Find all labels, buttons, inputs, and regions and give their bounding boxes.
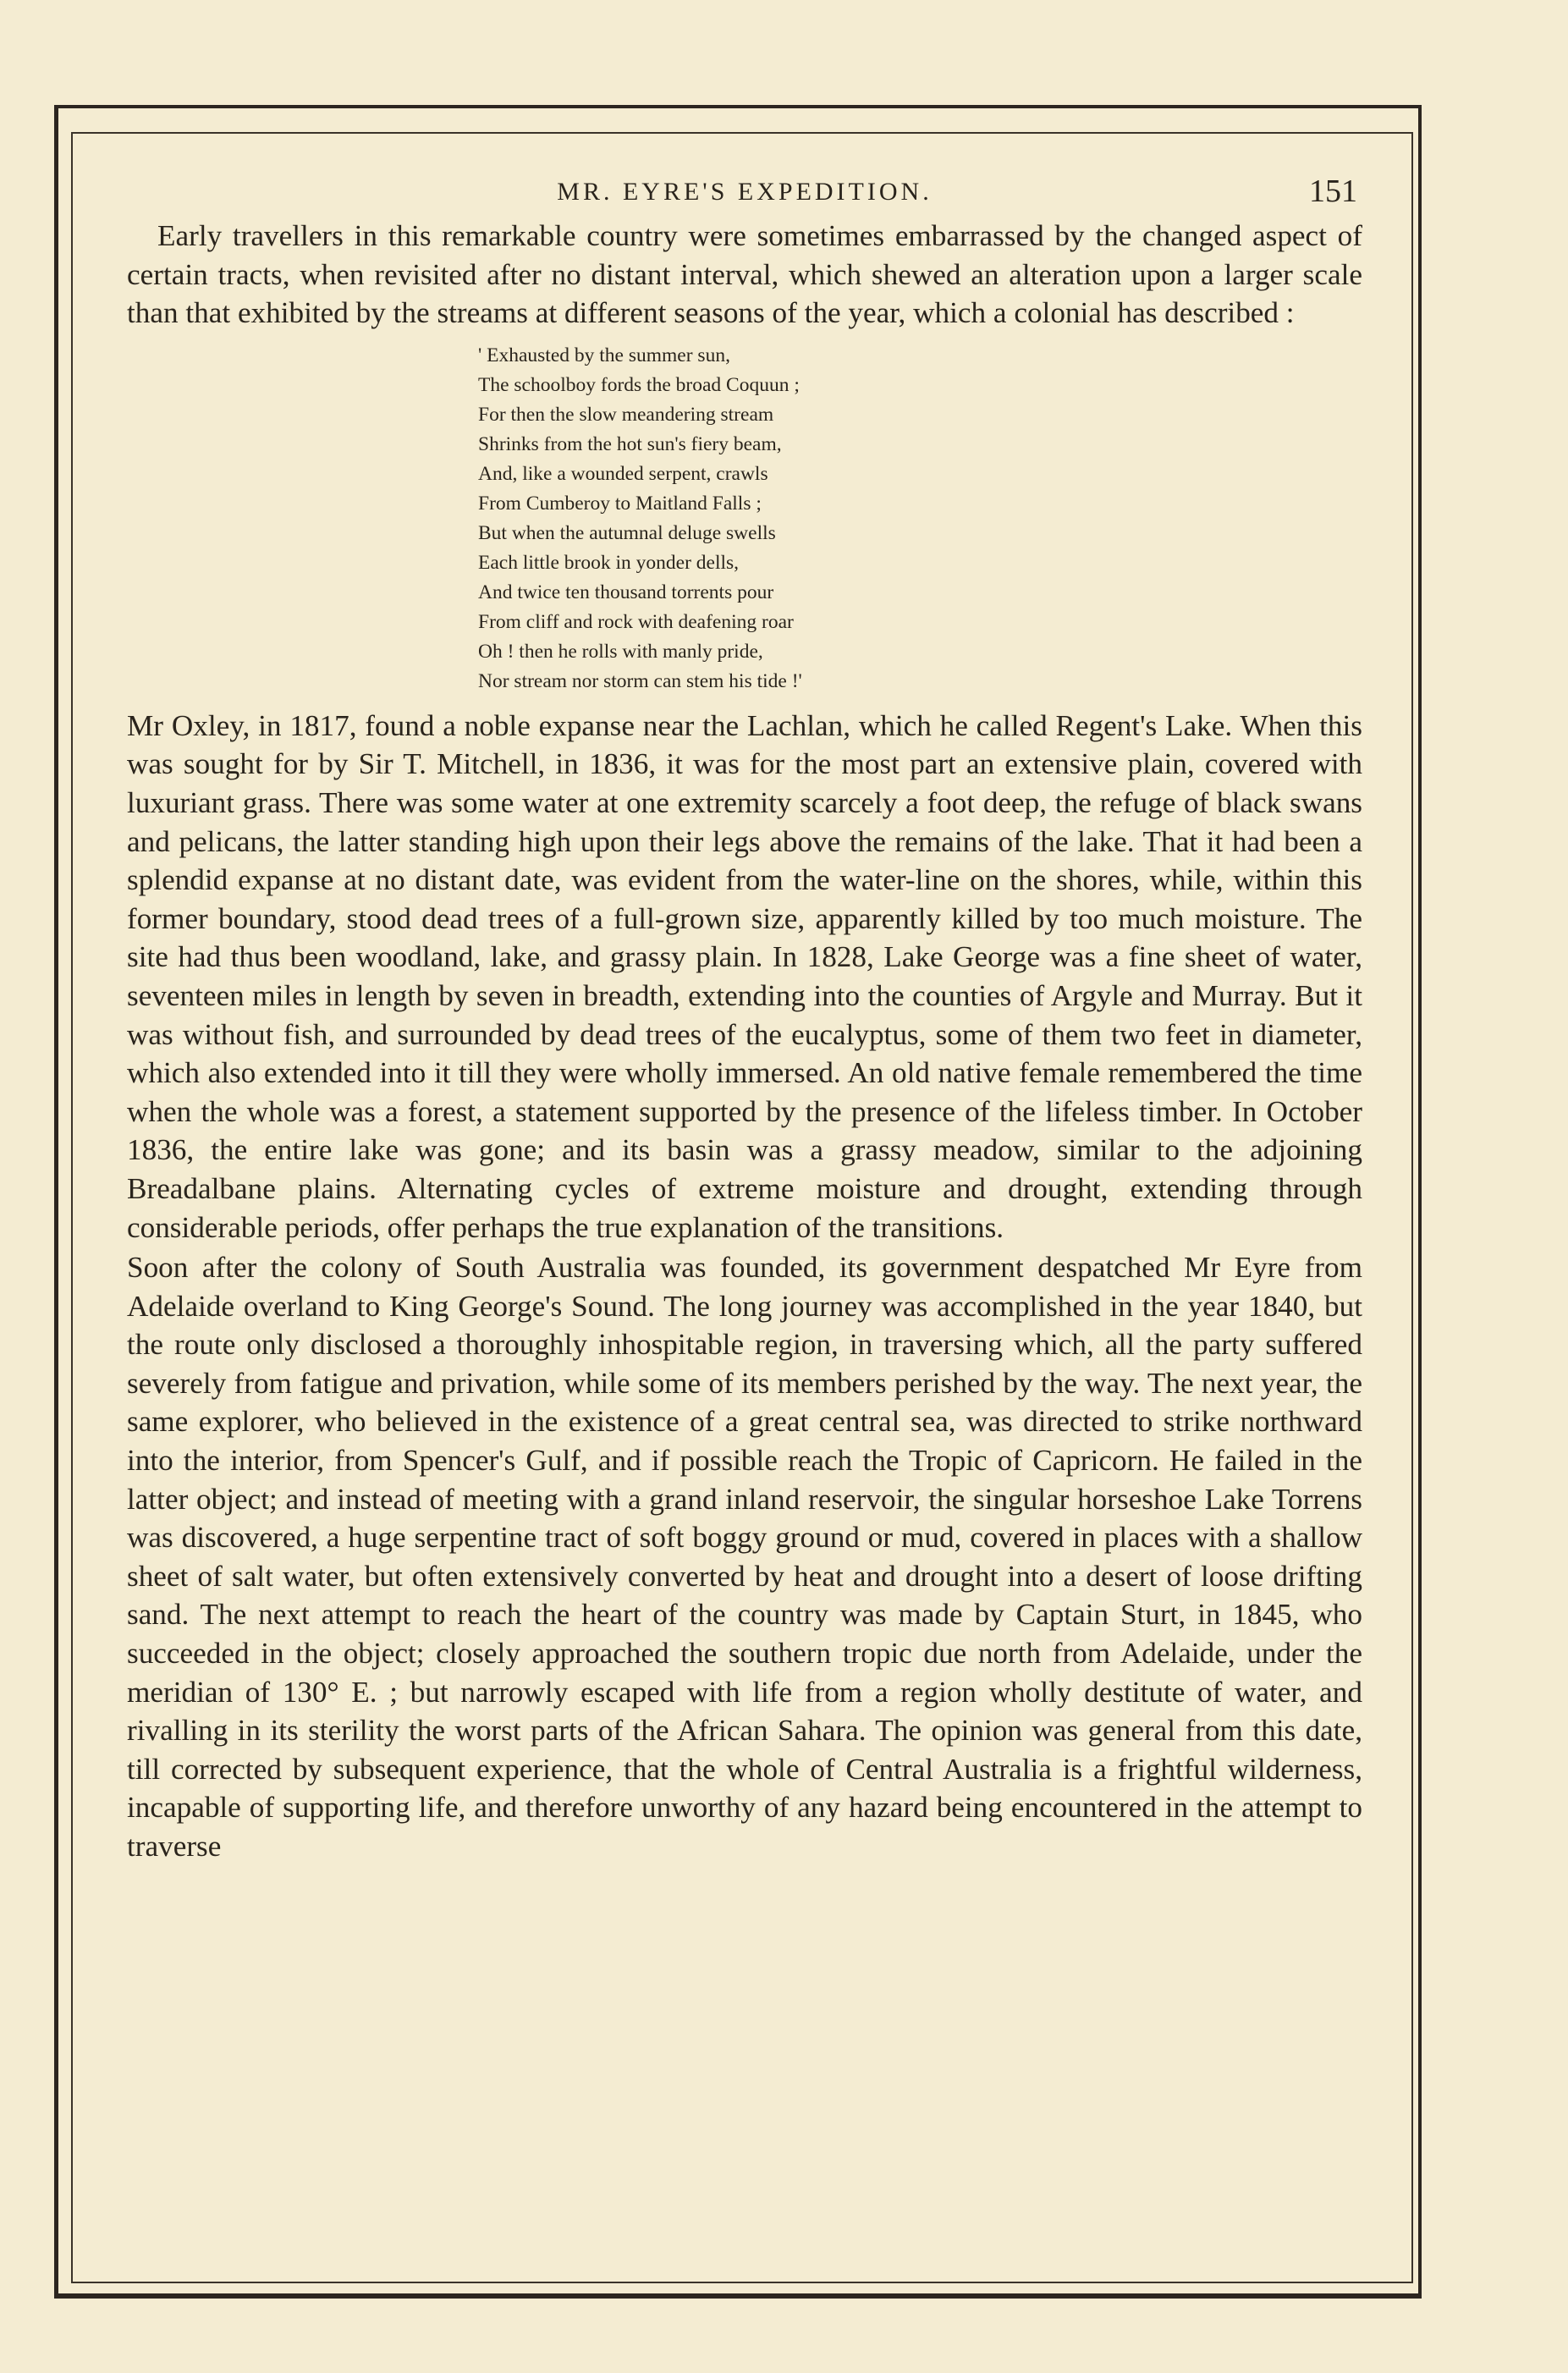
poem-line: Oh ! then he rolls with manly pride, bbox=[478, 640, 763, 663]
poem-line: From cliff and rock with deafening roar bbox=[478, 610, 794, 633]
page-number: 151 bbox=[1309, 173, 1357, 209]
paragraph-3: Soon after the colony of South Australia was founded, its government despatched Mr Eyre from Adelaide overland to King George's Sound. The long journey was accomplished in the year 1840, but the route only disclosed a thoroughly inhospitable region, in traversing which, all the party suffered severely from fatigue and privation, while some of its members perished by the way. The next year, the same explorer, who believed in the existence of a great central sea, was directed to strike northward into the interior, from Spencer's Gulf, and if possible reach the Tropic of Capricorn. He failed in the latter object; and instead of meeting with a grand inland reservoir, the singular horseshoe Lake Torrens was discovered, a huge serpentine tract of soft boggy ground or mud, covered in places with a shallow sheet of salt water, but often extensively converted by heat and drought into a desert of loose drifting sand. The next attempt to reach the heart of the country was made by Captain Sturt, in 1845, who succeeded in the object; closely approached the southern tropic due north from Adelaide, under the meridian of 130° E. ; but narrowly escaped with life from a region wholly destitute of water, and rivalling in its sterility the worst parts of the African Sahara. The opinion was general from this date, till corrected by subsequent experience, that the whole of Central Australia is a frightful wilderness, incapable of supporting life, and therefore unworthy of any hazard being encountered in the attempt to traverse bbox=[127, 1251, 1362, 1863]
paragraph-1: Early travellers in this remarkable country were sometimes embarrassed by the changed aspect of certain tracts, when revisited after no distant interval, which shewed an alteration upon a larger scale than that exhibited by the streams at different seasons of the year, which a colonial has described : bbox=[127, 219, 1362, 330]
poem-line: Nor stream nor storm can stem his tide !' bbox=[478, 669, 802, 692]
poem-line: Shrinks from the hot sun's fiery beam, bbox=[478, 432, 782, 455]
book-page bbox=[127, 173, 1362, 1866]
poem-line: But when the autumnal deluge swells bbox=[478, 521, 776, 544]
poem-line: Each little brook in yonder dells, bbox=[478, 551, 740, 574]
poem-line: ' Exhausted by the summer sun, bbox=[478, 344, 730, 366]
paragraph-2: Mr Oxley, in 1817, found a noble expanse near the Lachlan, which he called Regent's Lake. When this was sought for by Sir T. Mitchell, in 1836, it was for the most part an extensive plain, covered with luxuriant grass. There was some water at one extremity scarcely a foot deep, the refuge of black swans and pelicans, the latter standing high upon their legs above the remains of the lake. That it had been a splendid expanse at no distant date, was evident from the water-line on the shores, while, within this former boundary, stood dead trees of a full-grown size, apparently killed by too much moisture. The site had thus been woodland, lake, and grassy plain. In 1828, Lake George was a fine sheet of water, seventeen miles in length by seven in breadth, extending into the counties of Argyle and Murray. But it was without fish, and surrounded by dead trees of the eucalyptus, some of them two feet in diameter, which also extended into it till they were wholly immersed. An old native female remembered the time when the whole was a forest, a statement supported by the presence of the lifeless timber. In October 1836, the entire lake was gone; and its basin was a grassy meadow, similar to the adjoining Breadalbane plains. Alternating cycles of extreme moisture and drought, extending through considerable periods, offer perhaps the true explanation of the transitions. bbox=[127, 708, 1362, 1244]
running-title: MR. EYRE'S EXPEDITION. bbox=[557, 178, 933, 206]
page-header bbox=[127, 173, 1362, 217]
poem-line: For then the slow meandering stream bbox=[478, 403, 774, 426]
poem-line: From Cumberoy to Maitland Falls ; bbox=[478, 492, 762, 515]
poem-line: And, like a wounded serpent, crawls bbox=[478, 462, 768, 485]
poem-quotation bbox=[478, 341, 1362, 696]
poem-line: The schoolboy fords the broad Coquun ; bbox=[478, 373, 800, 396]
poem-line: And twice ten thousand torrents pour bbox=[478, 581, 774, 603]
